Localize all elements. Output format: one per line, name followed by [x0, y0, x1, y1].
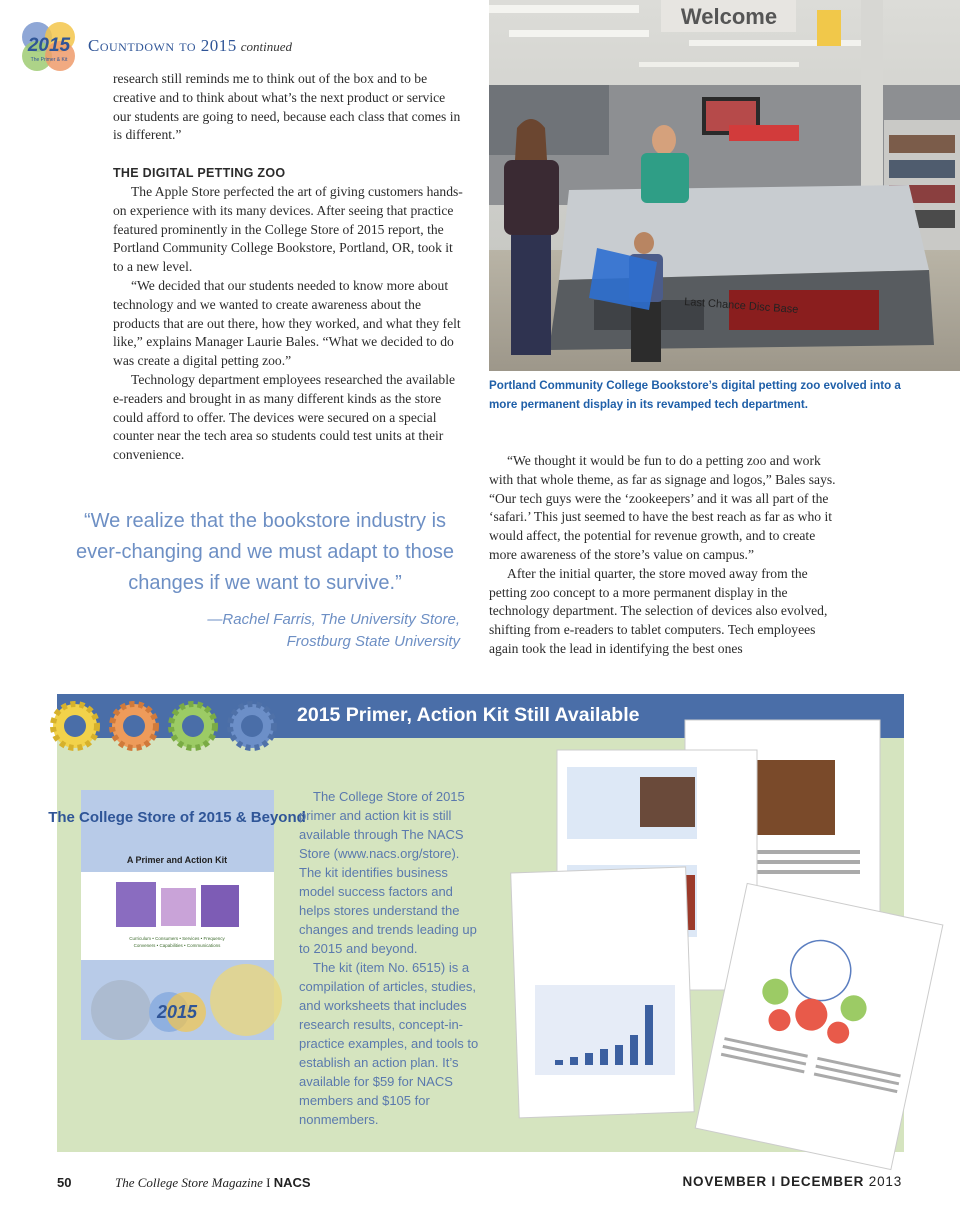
section-title-text: Countdown to 2015 — [88, 36, 237, 55]
store-photo — [489, 0, 960, 371]
attribution-line-1: —Rachel Farris, The University Store, — [207, 611, 460, 628]
article-paragraph: research still reminds me to think out of the box and to be creative and to think about what’s the next product or service our students are going to need, because each class that comes in is different.” — [113, 71, 461, 143]
issue-date — [682, 1174, 902, 1189]
pull-quote-attribution — [70, 609, 460, 653]
logo-tagline: The Primer & Kit — [30, 57, 68, 63]
issue-year: 2013 — [868, 1174, 902, 1189]
cover-keywords-1: Curriculum • Consumers • Services • Frequency — [129, 936, 225, 941]
cover-keywords-2: Conveners • Capabilities • Communications — [133, 943, 221, 948]
footer-org: NACS — [273, 1175, 311, 1190]
left-article-column — [113, 70, 463, 465]
primer-cover-image — [48, 790, 306, 1040]
disc-base-sign: Last Chance Disc Base — [683, 296, 799, 316]
sidebar-paragraph: The College Store of 2015 primer and action kit is still available through The NACS Store (www.nacs.org/store). The kit identifies business model success factors and helps stores understand the changes and trends leading up to 2015 and beyond. — [299, 789, 477, 956]
pull-quote-text: “We realize that the bookstore industry is ever-changing and we must adapt to those changes if we want to survive.” — [75, 510, 455, 594]
article-paragraph: The Apple Store perfected the art of giving customers hands-on experience with its many devices. After seeing that practice featured prominently in the College Store of 2015 report, the Portland Community College Bookstore, Portland, OR, took it to a new level. — [113, 183, 463, 275]
sidebar-paragraph: The kit (item No. 6515) is a compilation of articles, studies, and worksheets that includes research results, concept-in-practice examples, and tools to establish an action plan. It’s available for $59 for NACS members and $105 for nonmembers. — [299, 960, 479, 1127]
footer-magazine — [115, 1175, 311, 1191]
issue-months: NOVEMBER I DECEMBER — [682, 1174, 865, 1189]
sidebar-text — [299, 787, 479, 1129]
2015-logo — [20, 20, 78, 72]
pull-quote — [70, 506, 460, 653]
section-title — [88, 36, 292, 56]
page-number: 50 — [57, 1175, 72, 1190]
right-article-column — [489, 452, 845, 659]
gears-decoration — [40, 694, 300, 754]
article-paragraph: “We thought it would be fun to do a petting zoo and work with that whole theme, as far as signage and logos,” Bales says. “Our tech guys were the ‘zookeepers’ and it was all part of the ‘safari.’ This just seemed to have the best reach as far as who it would affect, the potential for revenue growth, and to create more awareness of the store’s value on campus.” — [489, 453, 836, 562]
attribution-line-2: Frostburg State University — [286, 633, 460, 650]
cover-year: 2015 — [156, 1002, 198, 1022]
cover-subtitle: A Primer and Action Kit — [126, 855, 228, 865]
continued-label: continued — [240, 39, 293, 54]
cover-title: The College Store of 2015 & Beyond — [48, 809, 306, 826]
footer-separator: I — [266, 1175, 271, 1190]
report-pages-image — [500, 715, 930, 1155]
photo-caption: Portland Community College Bookstore’s digital petting zoo evolved into a more permanent display in its revamped tech department. — [489, 379, 901, 411]
sidebar-title: 2015 Primer, Action Kit Still Available — [297, 704, 640, 726]
article-paragraph: After the initial quarter, the store moved away from the petting zoo concept to a more permanent display in the technology department. The selection of devices also evolved, shifting from e-readers to tablet computers. Tech employees again took the lead in identifying the best ones — [489, 565, 828, 656]
magazine-name: The College Store Magazine — [115, 1175, 263, 1190]
subhead: THE DIGITAL PETTING ZOO — [113, 166, 286, 181]
article-paragraph: “We decided that our students needed to know more about technology and we wanted to create awareness about the products that are out there, how they worked, and what they felt like,” explains Manager Laurie Bales. “What we decided to do was create a digital petting zoo.” — [113, 277, 461, 369]
welcome-sign: Welcome — [680, 4, 778, 29]
logo-year: 2015 — [27, 35, 71, 56]
article-paragraph: Technology department employees researched the available e-readers and brought in as many different kinds as the store could afford to offer. The devices were secured on a special counter near the tech area so students could test units at their convenience. — [113, 371, 456, 463]
